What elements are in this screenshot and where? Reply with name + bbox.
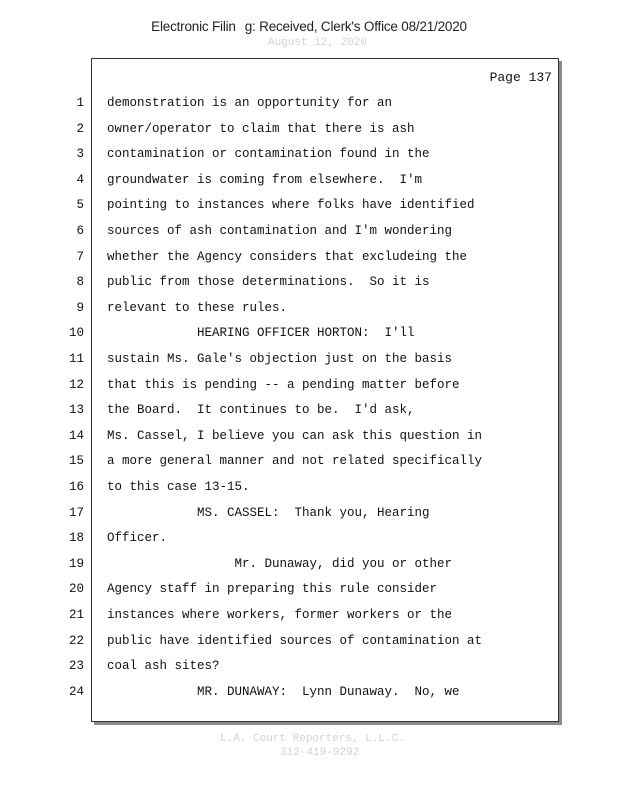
line-text: groundwater is coming from elsewhere. I'm	[107, 173, 423, 187]
line-number: 9	[76, 301, 84, 315]
line-number: 3	[76, 147, 84, 161]
filing-stamp-header	[0, 19, 618, 34]
line-number: 15	[68, 454, 84, 468]
line-text: demonstration is an opportunity for an	[107, 96, 393, 110]
line-number: 11	[68, 352, 84, 366]
line-text: pointing to instances where folks have identified	[107, 198, 475, 212]
line-text: whether the Agency considers that excludeing the	[107, 250, 468, 264]
line-number: 10	[68, 326, 84, 340]
line-text: sources of ash contamination and I'm wondering	[107, 224, 453, 238]
line-text: Officer.	[107, 531, 168, 545]
line-number: 2	[76, 122, 84, 136]
line-text: owner/operator to claim that there is ash	[107, 122, 415, 136]
line-text: public have identified sources of contamination at	[107, 634, 483, 648]
line-number: 5	[76, 198, 84, 212]
line-number: 7	[76, 250, 84, 264]
filing-stamp-part1: Electronic Filin	[151, 19, 236, 34]
line-text: relevant to these rules.	[107, 301, 288, 315]
page-number: Page 137	[489, 70, 552, 85]
line-text: MR. DUNAWAY: Lynn Dunaway. No, we	[107, 685, 460, 699]
line-number: 12	[68, 378, 84, 392]
line-number: 1	[76, 96, 84, 110]
line-number: 17	[68, 506, 84, 520]
line-text: instances where workers, former workers or the	[107, 608, 453, 622]
line-number: 19	[68, 557, 84, 571]
line-text: sustain Ms. Gale's objection just on the basis	[107, 352, 453, 366]
line-text: Agency staff in preparing this rule consider	[107, 582, 438, 596]
line-text: contamination or contamination found in the	[107, 147, 430, 161]
line-number: 22	[68, 634, 84, 648]
line-text: Ms. Cassel, I believe you can ask this question in	[107, 429, 483, 443]
line-number: 8	[76, 275, 84, 289]
line-number: 6	[76, 224, 84, 238]
line-number: 23	[68, 659, 84, 673]
line-number: 20	[68, 582, 84, 596]
line-text: MS. CASSEL: Thank you, Hearing	[107, 506, 430, 520]
line-number: 18	[68, 531, 84, 545]
line-text: public from those determinations. So it is	[107, 275, 430, 289]
line-number: 24	[68, 685, 84, 699]
line-number: 21	[68, 608, 84, 622]
line-number: 4	[76, 173, 84, 187]
line-text: a more general manner and not related specifically	[107, 454, 483, 468]
line-number: 14	[68, 429, 84, 443]
faded-reporter-name: L.A. Court Reporters, L.L.C.	[220, 733, 405, 745]
line-text: HEARING OFFICER HORTON: I'll	[107, 326, 415, 340]
line-text: the Board. It continues to be. I'd ask,	[107, 403, 415, 417]
faded-date-text: August 12, 2020	[268, 37, 368, 49]
filing-stamp-part2: g: Received, Clerk's Office 08/21/2020	[244, 19, 467, 34]
line-text: Mr. Dunaway, did you or other	[107, 557, 453, 571]
line-number: 13	[68, 403, 84, 417]
faded-reporter-phone: 312-419-9292	[280, 747, 360, 759]
line-text: to this case 13-15.	[107, 480, 250, 494]
line-number: 16	[68, 480, 84, 494]
line-text: that this is pending -- a pending matter before	[107, 378, 460, 392]
line-text: coal ash sites?	[107, 659, 220, 673]
